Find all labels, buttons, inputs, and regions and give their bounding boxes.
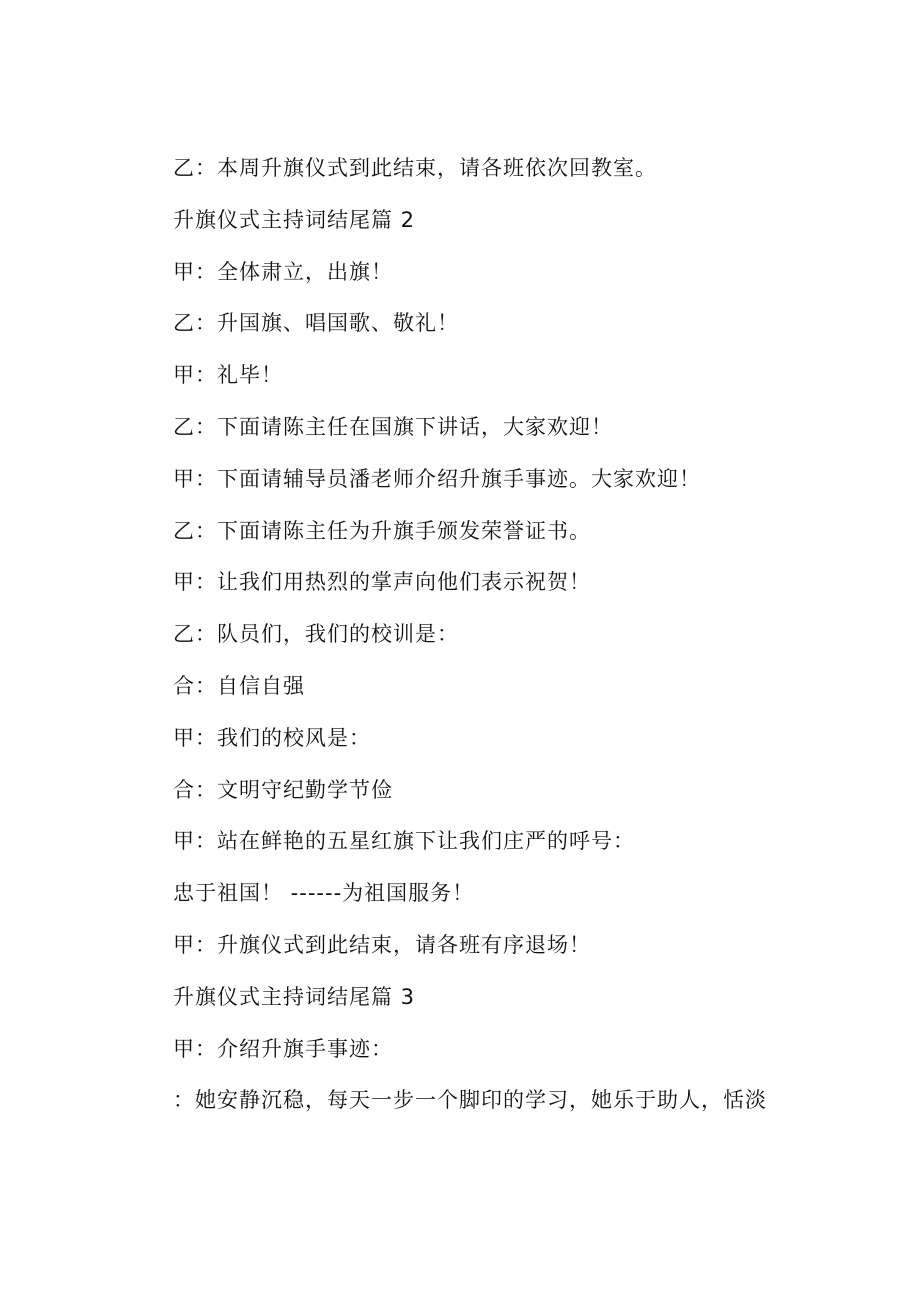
text-line: 乙：下面请陈主任为升旗手颁发荣誉证书。 xyxy=(173,518,591,543)
text-line: ：她安静沉稳，每天一步一个脚印的学习，她乐于助人，恬淡 xyxy=(173,1088,767,1113)
section-heading: 升旗仪式主持词结尾篇 3 xyxy=(173,984,416,1009)
section-heading: 升旗仪式主持词结尾篇 2 xyxy=(173,207,416,232)
text-line: 甲：介绍升旗手事迹： xyxy=(173,1036,393,1061)
text-line: 甲：升旗仪式到此结束，请各班有序退场！ xyxy=(173,932,591,957)
document-body xyxy=(173,150,873,1134)
text-line: 乙：下面请陈主任在国旗下讲话，大家欢迎！ xyxy=(173,414,613,439)
text-line: 乙：本周升旗仪式到此结束，请各班依次回教室。 xyxy=(173,156,657,180)
text-line: 合：文明守纪勤学节俭 xyxy=(173,777,393,802)
text-line: 合：自信自强 xyxy=(173,673,305,698)
text-line: 甲：站在鲜艳的五星红旗下让我们庄严的呼号： xyxy=(173,829,635,854)
text-line: 甲：全体肃立，出旗！ xyxy=(173,259,393,284)
text-line: 忠于祖国！ ------为祖国服务！ xyxy=(173,881,475,906)
text-line: 甲：礼毕！ xyxy=(173,363,283,388)
text-line: 甲：下面请辅导员潘老师介绍升旗手事迹。大家欢迎！ xyxy=(173,466,701,491)
text-line: 乙：升国旗、唱国歌、敬礼！ xyxy=(173,311,459,336)
text-line: 甲：我们的校风是： xyxy=(173,725,371,750)
text-line: 甲：让我们用热烈的掌声向他们表示祝贺！ xyxy=(173,570,591,595)
text-line: 乙：队员们，我们的校训是： xyxy=(173,622,459,647)
